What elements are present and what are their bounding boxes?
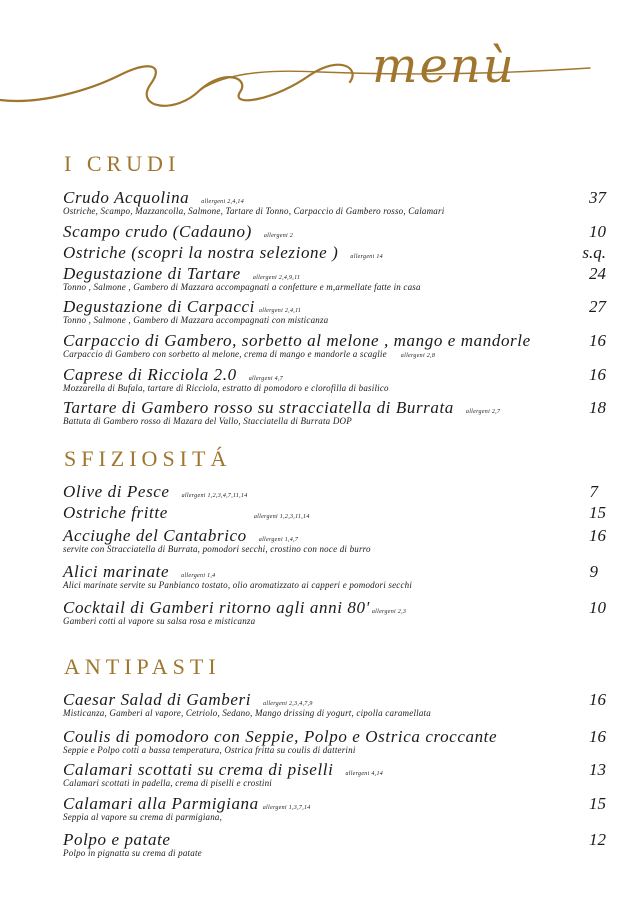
item-description: Battuta di Gambero rosso di Mazara del Vallo, Stacciatella di Burrata DOP xyxy=(63,416,352,426)
item-allergens: allergeni 1,3,7,14 xyxy=(262,805,311,811)
item-allergens: allergeni 2 xyxy=(263,233,294,239)
section-title-crudi: I CRUDI xyxy=(64,151,181,176)
item-price: 24 xyxy=(589,264,606,283)
section-title-sfiziosita: SFIZIOSITÁ xyxy=(64,446,232,471)
item-price: 15 xyxy=(589,503,606,522)
item-description: servite con Stracciatella di Burrata, pomodori secchi, crostino con noce di burro xyxy=(63,544,371,554)
item-name: Calamari scottati su crema di piselli xyxy=(63,760,334,779)
item-allergens: allergeni 14 xyxy=(350,254,383,260)
menu-item xyxy=(63,598,606,626)
item-price: 10 xyxy=(589,598,606,617)
menu-item xyxy=(63,482,606,502)
menu-item xyxy=(63,365,606,393)
item-price: 7 xyxy=(589,482,598,501)
menu-item xyxy=(63,727,606,755)
item-allergens: allergeni 1,4 xyxy=(181,573,216,579)
item-price: 10 xyxy=(589,222,606,241)
item-description: Gamberi cotti al vapore su salsa rosa e misticanza xyxy=(63,616,256,626)
item-name: Acciughe del Cantabrico xyxy=(63,526,247,545)
item-price: 16 xyxy=(589,727,606,746)
item-name: Calamari alla Parmigiana xyxy=(63,794,259,813)
item-allergens: allergeni 4,7 xyxy=(248,376,284,382)
item-price: 9 xyxy=(589,562,598,581)
menu-item xyxy=(63,526,606,554)
item-price: 16 xyxy=(589,526,606,545)
item-description: Calamari scottati in padella, crema di piselli e crostini xyxy=(63,778,272,788)
item-name: Alici marinate xyxy=(63,562,170,581)
item-price: 16 xyxy=(589,331,606,350)
item-price: 15 xyxy=(589,794,606,813)
menu-item xyxy=(63,562,606,590)
item-description: Ostriche, Scampo, Mazzancolla, Salmone, Tartare di Tonno, Carpaccio di Gambero rosso, Calamari xyxy=(63,206,445,216)
menu-item xyxy=(63,503,606,523)
item-name: Cocktail di Gamberi ritorno agli anni 80' xyxy=(63,598,370,617)
item-name: Caprese di Ricciola 2.0 xyxy=(63,365,237,384)
item-price: 13 xyxy=(589,760,606,779)
item-name: Ostriche fritte xyxy=(63,503,168,522)
item-name: Polpo e patate xyxy=(63,830,171,849)
item-description: Tonno , Salmone , Gambero di Mazzara accompagnati a confetture e m,armellate fatte in casa xyxy=(63,282,421,292)
menu-item xyxy=(63,188,606,216)
item-description: Tonno , Salmone , Gambero di Mazzara accompagnati con misticanza xyxy=(63,315,329,325)
item-price: 18 xyxy=(589,398,606,417)
menu-logo xyxy=(0,30,640,130)
item-name: Caesar Salad di Gamberi xyxy=(63,690,252,709)
menu-item xyxy=(63,690,606,718)
item-price: 37 xyxy=(589,188,606,207)
item-allergens: allergeni 1,2,3,4,7,11,14 xyxy=(181,493,248,499)
section-title-antipasti: ANTIPASTI xyxy=(64,654,221,679)
item-name: Coulis di pomodoro con Seppie, Polpo e Ostrica croccante xyxy=(63,727,498,746)
item-name: Ostriche (scopri la nostra selezione ) xyxy=(63,243,339,262)
item-description: Seppie e Polpo cotti a bassa temperatura, Ostrica fritta su coulis di datterini xyxy=(63,745,356,755)
item-price: 16 xyxy=(589,365,606,384)
menu-item xyxy=(63,794,606,822)
item-name: Degustazione di Carpacci xyxy=(63,297,255,316)
item-allergens: allergeni 2,4,14 xyxy=(201,199,245,205)
item-description: Polpo in pignatta su crema di patate xyxy=(63,848,202,858)
item-allergens: allergeni 2,3 xyxy=(371,609,407,615)
item-name: Olive di Pesce xyxy=(63,482,170,501)
item-name: Tartare di Gambero rosso su stracciatella di Burrata xyxy=(63,398,454,417)
menu-item xyxy=(63,760,606,788)
item-name: Carpaccio di Gambero, sorbetto al melone , mango e mandorle xyxy=(63,331,531,350)
item-allergens: allergeni 2,3,4,7,9 xyxy=(263,701,313,707)
item-description: Misticanza, Gamberi al vapore, Cetriolo, Sedano, Mango drissing di yogurt, cipolla caramellata xyxy=(63,708,431,718)
item-name: Crudo Acquolina xyxy=(63,188,190,207)
menu-item xyxy=(63,297,606,325)
item-description: Seppia al vapore su crema di parmigiana, xyxy=(63,812,223,822)
menu-item xyxy=(63,243,606,263)
menu-item xyxy=(63,398,606,426)
item-description: Alici marinate servite su Panbianco tostato, olio aromatizzato ai capperi e pomodori secchi xyxy=(63,580,413,590)
item-price: 12 xyxy=(589,830,606,849)
item-price: 27 xyxy=(589,297,606,316)
item-allergens: allergeni 2,4,11 xyxy=(258,308,302,314)
menu-item xyxy=(63,331,606,359)
item-description: Carpaccio di Gambero con sorbetto al melone, crema di mango e mandorle a scaglie xyxy=(63,349,387,359)
item-allergens: allergeni 2,4,9,11 xyxy=(252,275,301,281)
menu-item xyxy=(63,830,606,858)
item-allergens: allergeni 1,2,3,11,14 xyxy=(253,514,310,520)
item-price: s.q. xyxy=(582,243,606,262)
item-allergens: allergeni 2,8 xyxy=(400,353,436,359)
item-allergens: allergeni 1,4,7 xyxy=(258,537,299,543)
item-allergens: allergeni 4,14 xyxy=(345,771,384,777)
item-name: Degustazione di Tartare xyxy=(63,264,241,283)
menu-item xyxy=(63,222,606,242)
item-allergens: allergeni 2,7 xyxy=(465,409,501,415)
item-description: Mozzarella di Bufala, tartare di Ricciola, estratto di pomodoro e clorofilla di basilico xyxy=(63,383,389,393)
logo-text: menù xyxy=(372,38,516,94)
item-name: Scampo crudo (Cadauno) xyxy=(63,222,252,241)
item-price: 16 xyxy=(589,690,606,709)
menu-item xyxy=(63,264,606,292)
